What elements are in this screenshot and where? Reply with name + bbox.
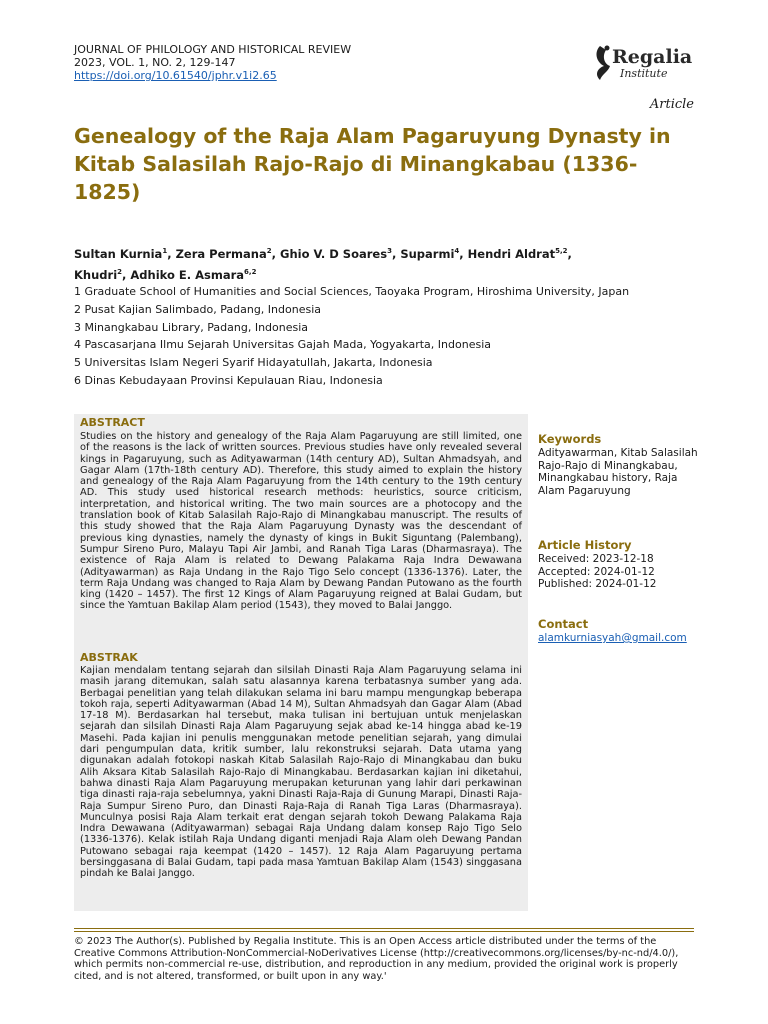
accepted-date: Accepted: 2024-01-12 — [538, 565, 655, 578]
contact-heading: Contact — [538, 617, 589, 631]
abstrak-heading: ABSTRAK — [80, 651, 138, 664]
history-heading: Article History — [538, 538, 632, 552]
journal-name: JOURNAL OF PHILOLOGY AND HISTORICAL REVIEW — [74, 43, 352, 56]
logo-name: Regalia — [612, 46, 693, 68]
affiliation: 3 Minangkabau Library, Padang, Indonesia — [74, 320, 309, 334]
regalia-logo — [590, 42, 700, 84]
abstract-text: Studies on the history and genealogy of the Raja Alam Pagaruyung are still limited, one of the reasons is the lack of written sources. Previous studies have only revealed several kings in Pagaruyung, such as Adityawarman (14th century AD), Sultan Ahmadsyah, and Gagar Alam (17th-18th century AD). Therefore, this study aimed to explain the history and genealogy of the Raja Alam Pagaruyung from the 14th century to the 19th century AD. This study used historical research methods: heuristics, source criticism, interpretation, and historical writing. The two main sources are a photocopy and the translation book of Kitab Salasilah Rajo-Rajo di Minangkabau manuscript. The results of this study showed that the Raja Alam Pagaruyung Dynasty was the descendant of previous king dynasties, namely the dynasty of kings in Bukit Siguntang (Palembang), Sumpur Sireno Puro, Malayu Tapi Air Jambi, and Ranah Tiga Laras (Dharmasraya). The existence of Raja Alam is related to Dewang Palakama Raja Indra Dewawana (Adityawarman) as Raja Undang in the Rajo Tigo Selo concept (1336-1376). Later, the term Raja Undang was changed to Raja Alam by Dewang Pandan Putowano as the fourth king (1420 – 1457). The first 12 Kings of Alam Pagaruyung reigned at Balai Gudam, but since the Yamtuan Bakilap Alam period (1543), they moved to Balai Janggo. — [80, 431, 522, 612]
contact-email[interactable]: alamkurniasyah@gmail.com — [538, 632, 687, 644]
author: Zera Permana$^2$, — [175, 246, 280, 261]
affiliation-list — [74, 283, 629, 390]
affiliation: 6 Dinas Kebudayaan Provinsi Kepulauan Riau, Indonesia — [74, 373, 383, 387]
affiliation: 5 Universitas Islam Negeri Syarif Hidayatullah, Jakarta, Indonesia — [74, 356, 433, 370]
keywords-text: Adityawarman, Kitab Salasilah Rajo-Rajo di Minangkabau, Minangkabau history, Raja Alam Pagaruyung — [538, 447, 698, 497]
history-list — [538, 553, 698, 591]
abstract-heading: ABSTRACT — [80, 416, 145, 429]
received-date: Received: 2023-12-18 — [538, 553, 654, 565]
keywords-heading: Keywords — [538, 432, 602, 446]
author-list — [74, 242, 694, 284]
doi-link[interactable]: https://doi.org/10.61540/jphr.v1i2.65 — [74, 69, 277, 82]
published-date: Published: 2024-01-12 — [538, 578, 657, 590]
logo-sub: Institute — [620, 67, 668, 80]
license-text: © 2023 The Author(s). Published by Regalia Institute. This is an Open Access article distributed under the terms of the Creative Commons Attribution-NonCommercial-NoDerivatives License (http://creativecommons.org/licenses/by-nc-nd/4.0/), which permits non-commercial re-use, distribution, and reproduction in any medium, provided the original work is properly cited, and is not altered, transformed, or built upon in any way.' — [74, 936, 679, 982]
author: Sultan Kurnia$^1$, — [74, 246, 176, 261]
author: Ghio V. D Soares$^3$, — [280, 246, 401, 261]
paper-title: Genealogy of the Raja Alam Pagaruyung Dynasty in Kitab Salasilah Rajo-Rajo di Minangkabau (1336-1825) — [74, 124, 671, 204]
article-type: Article — [649, 97, 694, 112]
contact-block — [538, 632, 698, 645]
abstrak-text: Kajian mendalam tentang sejarah dan silsilah Dinasti Raja Alam Pagaruyung selama ini masih jarang ditemukan, salah satu alasannya karena terbatasnya sumber yang ada. Berbagai penelitian yang telah dilakukan selama ini baru mampu mengungkap beberapa tokoh raja, seperti Adityawarman (Abad 14 M), Sultan Ahmadsyah dan Gagar Alam (Abad 17-18 M). Berdasarkan hal tersebut, maka tulisan ini bertujuan untuk menjelaskan sejarah dan silsilah Dinasti Raja Alam Pagaruyung sejak abad ke-14 hingga abad ke-19 Masehi. Pada kajian ini penulis menggunakan metode penelitian sejarah, yang dimulai dari pengumpulan data, kritik sumber, lalu rekonstruksi sejarah. Data utama yang digunakan adalah fotokopi naskah Kitab Salasilah Rajo-Rajo di Minangkabau dan buku Alih Aksara Kitab Salasilah Rajo-Rajo di Minangkabau. Berdasarkan kajian ini diketahui, bahwa dinasti Raja Alam Pagaruyung merupakan keturunan yang lahir dari perkawinan tiga dinasti raja-raja sebelumnya, yakni Dinasti Raja-Raja di Gunung Marapi, Dinasti Raja-Raja Sumpur Sireno Puro, dan Dinasti Raja-Raja di Ranah Tiga Laras (Dharmasraya). Munculnya posisi Raja Alam terkait erat dengan sejarah tokoh Dewang Palakama Raja Indra Dewawana (Adityawarman) sebagai Raja Undang dalam konsep Rajo Tigo Selo (1336-1376). Kelak istilah Raja Undang diganti menjadi Raja Alam oleh Dewang Pandan Putowano sebagai raja keempat (1420 – 1457). 12 Raja Alam Pagaruyung pertama bersinggasana di Balai Gudam, tapi pada masa Yamtuan Bakilap Alam (1543) singgasana pindah ke Balai Janggo. — [80, 665, 522, 880]
divider — [74, 931, 694, 932]
journal-volume: 2023, VOL. 1, NO. 2, 129-147 — [74, 56, 236, 69]
affiliation: 4 Pascasarjana Ilmu Sejarah Universitas Gajah Mada, Yogyakarta, Indonesia — [74, 338, 491, 352]
author: Adhiko E. Asmara$^{6,2}$ — [130, 267, 257, 282]
affiliation: 2 Pusat Kajian Salimbado, Padang, Indonesia — [74, 302, 321, 316]
journal-header — [74, 43, 351, 82]
divider — [74, 928, 694, 929]
author: Khudri$^2$, — [74, 267, 131, 282]
author: Suparmi$^4$, — [400, 246, 468, 261]
affiliation: 1 Graduate School of Humanities and Social Sciences, Taoyaka Program, Hiroshima University, Japan — [74, 285, 630, 298]
author: Hendri Aldrat$^{5,2}$, — [467, 246, 572, 261]
